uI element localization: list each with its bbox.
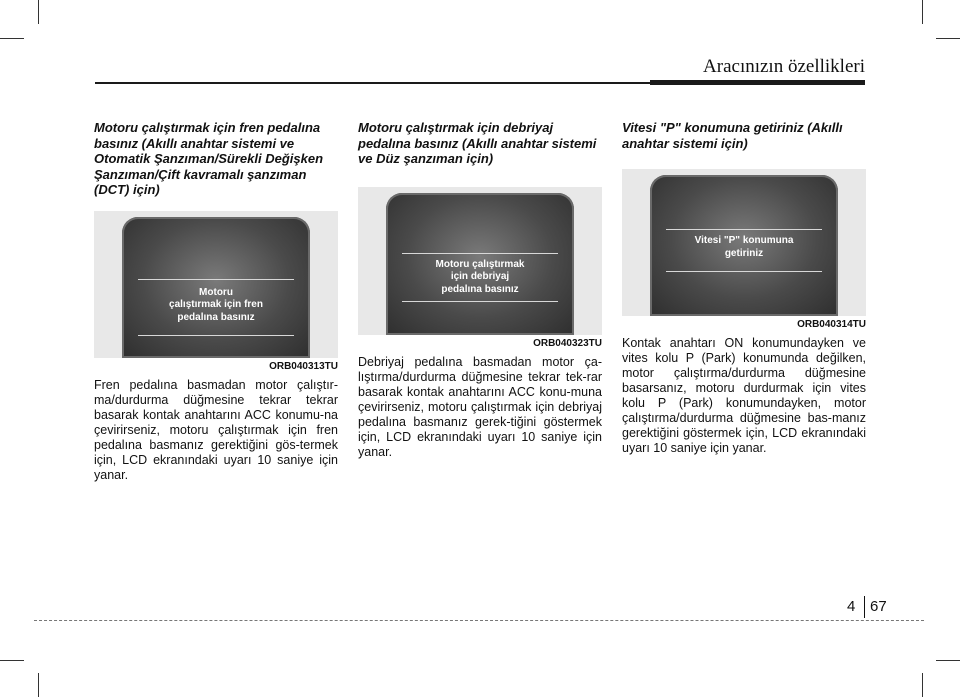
page-number-separator bbox=[864, 596, 865, 618]
lcd-screen bbox=[650, 175, 838, 316]
crop-mark bbox=[922, 673, 923, 697]
crop-mark bbox=[0, 660, 24, 661]
divider-line bbox=[666, 271, 822, 272]
crop-mark bbox=[0, 38, 24, 39]
column-heading: Vitesi "P" konumuna getiriniz (Akıllı anahtar sistemi için) bbox=[622, 120, 843, 151]
figure-code: ORB040323TU bbox=[533, 337, 602, 349]
page-number: 67 bbox=[870, 598, 887, 615]
column-brake-pedal bbox=[94, 120, 338, 483]
figure-code: ORB040314TU bbox=[797, 319, 866, 330]
lcd-message: Motoru çalıştırmak için debriyaj pedalına basınız bbox=[435, 258, 525, 295]
divider-line bbox=[402, 301, 558, 302]
body-text: Kontak anahtarı ON konumundayken ve vites kolu P (Park) konumunda değilken, motor çalıştırma/durdurma düğmesine basarsanız, motoru durdurmak için vites kolu P (Park) konumundayken, motor çalıştırma/durdurma düğmesine bas-manız gerektiğini göstermek için, LCD ekranındaki uyarı 10 saniye için yanar. bbox=[622, 336, 866, 455]
figure-code: ORB040313TU bbox=[269, 360, 338, 372]
divider-line bbox=[138, 335, 294, 336]
lcd-message: Vitesi "P" konumuna getiriniz bbox=[694, 235, 794, 259]
column-shift-to-p bbox=[622, 120, 866, 456]
footer-dashed-rule bbox=[34, 620, 924, 621]
column-heading: Motoru çalıştırmak için fren pedalına basınız (Akıllı anahtar sistemi ve Otomatik Şanzıman/Sürekli Değişken Şanzıman/Çift kavramalı şanzıman (DCT) için) bbox=[94, 120, 324, 197]
crop-mark bbox=[38, 0, 39, 24]
crop-mark bbox=[38, 673, 39, 697]
header-tab-bar bbox=[650, 80, 865, 85]
lcd-figure bbox=[94, 211, 338, 372]
crop-mark bbox=[922, 0, 923, 24]
divider-line bbox=[402, 253, 558, 254]
lcd-screen bbox=[122, 217, 310, 358]
body-text: Fren pedalına basmadan motor çalıştır-ma/durdurma düğmesine tekrar tekrar basarak kontak anahtarını ACC konumu-na çevirirseniz, motoru çalıştırmak için fren pedalına basmanız gerektiğini gös-termek için, LCD ekranındaki uyarı 10 saniye için yanar. bbox=[94, 377, 338, 482]
lcd-screen bbox=[386, 193, 574, 335]
body-text: Debriyaj pedalına basmadan motor ça-lıştırma/durdurma düğmesine tekrar tek-rar basarak kontak anahtarını ACC konu-muna çevirirseniz, motoru çalıştırmak için debriyaj pedalına basmanız gerek-tiğini göstermek için, LCD ekranındaki uyarı 10 saniye için yanar. bbox=[358, 354, 602, 459]
column-clutch-pedal bbox=[358, 120, 602, 460]
lcd-message: Motoru çalıştırmak için fren pedalına basınız bbox=[169, 286, 263, 323]
divider-line bbox=[138, 279, 294, 280]
lcd-figure bbox=[358, 187, 602, 349]
crop-mark bbox=[936, 38, 960, 39]
divider-line bbox=[666, 229, 822, 230]
lcd-figure bbox=[622, 169, 866, 330]
chapter-number: 4 bbox=[847, 598, 856, 615]
crop-mark bbox=[936, 660, 960, 661]
section-title: Aracınızın özellikleri bbox=[703, 56, 865, 77]
column-heading: Motoru çalıştırmak için debriyaj pedalına basınız (Akıllı anahtar sistemi ve Düz şanzıman için) bbox=[358, 120, 597, 166]
